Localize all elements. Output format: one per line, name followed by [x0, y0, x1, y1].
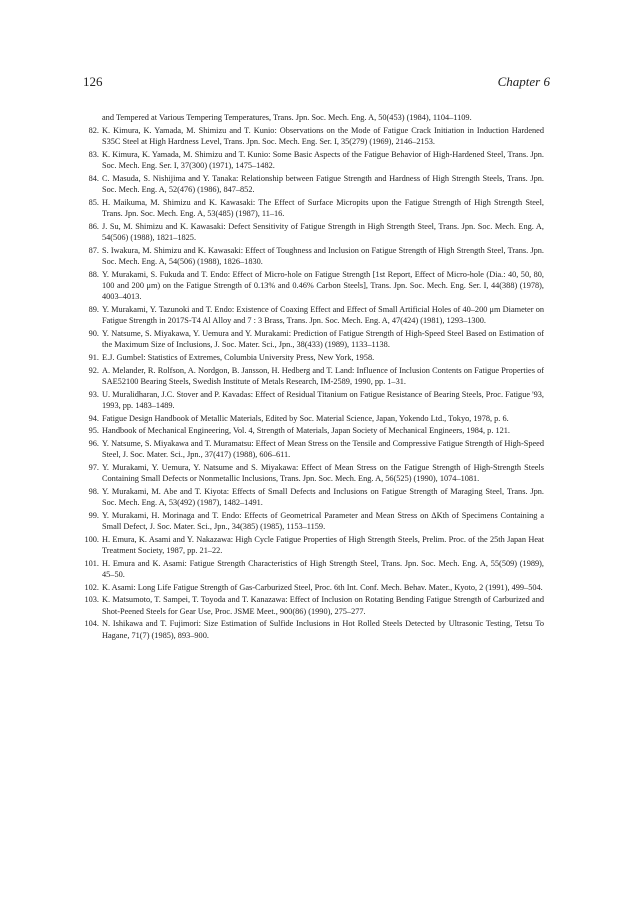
- reference-text: Y. Murakami, M. Abe and T. Kiyota: Effects of Small Defects and Inclusions on Fatigue Strength of Maraging Steel, Trans. Jpn. Soc. Mech. Eng. A, 53(492) (1987), 1482–1491.: [102, 486, 544, 508]
- reference-text: N. Ishikawa and T. Fujimori: Size Estimation of Sulfide Inclusions in Hot Rolled Steels Detected by Ultrasonic Testing, Tetsu To Hagane, 71(7) (1985), 893–900.: [102, 619, 544, 640]
- reference-item: [89, 304, 544, 327]
- reference-item: [84, 594, 544, 617]
- reference-text: A. Melander, R. Rolfson, A. Nordgon, B. Jansson, H. Hedberg and T. Land: Influence of Inclusion Contents on Fatigue Properties of SAE52100 Bearing Steels, Swedish Institute of Metals Research, IM-2589, 1990, pp. 1–31.: [102, 365, 544, 386]
- reference-number: 104.: [84, 619, 99, 629]
- reference-text: K. Matsumoto, T. Sampei, T. Toyoda and T. Kanazawa: Effect of Inclusion on Rotating Bending Fatigue Strength of Carburized and Shot-Peened Steels for Gear Use, Proc. JSME Meet., 900(86) (1990), 275–277.: [102, 595, 544, 616]
- reference-text: Y. Murakami, S. Fukuda and T. Endo: Effect of Micro-hole on Fatigue Strength [1st Report, Effect of Micro-hole (Dia.: 40, 50, 80, 100 and 200 μm) on the Fatigue Strength of 0.13% and 0.46% Carbon Steels], Trans. Jpn. Soc. Mech. Eng. Ser. I, 44(388) (1978), 4003–4013.: [102, 269, 544, 302]
- reference-number: 87.: [88, 245, 99, 255]
- reference-number: 82.: [88, 125, 99, 135]
- reference-number: 85.: [88, 197, 99, 207]
- reference-number: 90.: [88, 329, 99, 338]
- reference-text: Y. Murakami, Y. Uemura, Y. Natsume and S. Miyakawa: Effect of Mean Stress on the Fatigue Strength of High-Strength Steels Containing Small Defects or Nonmetallic Inclusions, Trans. Jpn. Soc. Mech. Eng. A, 56(525) (1990), 1074–1081.: [102, 462, 544, 484]
- reference-number: 103.: [84, 595, 99, 605]
- reference-item: [89, 413, 544, 424]
- reference-number: 100.: [84, 534, 99, 544]
- reference-item: [84, 558, 544, 581]
- reference-number: 92.: [88, 365, 99, 375]
- reference-number: 86.: [88, 221, 99, 231]
- reference-text: Y. Natsume, S. Miyakawa and T. Muramatsu: Effect of Mean Stress on the Tensile and Compressive Fatigue Strength of High-Speed Steel, J. Soc. Mater. Sci., Jpn., 37(417) (1988), 606–611.: [102, 438, 544, 460]
- reference-number: 89.: [88, 305, 99, 314]
- page-number: 126: [83, 74, 103, 89]
- reference-item: [84, 534, 544, 557]
- reference-text: E.J. Gumbel: Statistics of Extremes, Columbia University Press, New York, 1958.: [102, 353, 375, 362]
- reference-number: 94.: [88, 413, 99, 423]
- reference-number: 102.: [84, 582, 99, 592]
- reference-item: [84, 618, 544, 641]
- reference-text: H. Emura, K. Asami and Y. Nakazawa: High Cycle Fatigue Properties of High Strength Steels, Prelim. Proc. of the 25th Japan Heat Treatment Society, 1987, pp. 21–22.: [102, 534, 544, 556]
- reference-item: [89, 462, 544, 485]
- page-header: [83, 74, 550, 92]
- reference-number: 98.: [88, 486, 99, 496]
- reference-text: H. Maikuma, M. Shimizu and K. Kawasaki: The Effect of Surface Micropits upon the Fatigue Strength of High Strength Steel, Trans. Jpn. Soc. Mech. Eng. A, 53(485) (1987), 11–16.: [102, 197, 544, 218]
- reference-text: K. Kimura, K. Yamada, M. Shimizu and T. Kunio: Some Basic Aspects of the Fatigue Behavior of High-Hardened Steel, Trans. Jpn. Soc. Mech. Eng. Ser. I, 37(300) (1971), 1475–1482.: [102, 149, 544, 170]
- reference-number: 84.: [88, 173, 99, 183]
- reference-item: [89, 221, 544, 244]
- reference-number: 93.: [88, 389, 99, 399]
- reference-number: 88.: [88, 269, 99, 279]
- reference-text: Fatigue Design Handbook of Metallic Materials, Edited by Soc. Material Science, Japan, Yokendo Ltd., Tokyo, 1978, p. 6.: [102, 413, 509, 423]
- reference-item: [89, 245, 544, 268]
- reference-item: [89, 328, 544, 351]
- reference-number: 96.: [88, 438, 99, 448]
- reference-item: [89, 389, 544, 412]
- reference-number: 99.: [88, 510, 99, 520]
- reference-item: [89, 197, 544, 220]
- reference-text: H. Emura and K. Asami: Fatigue Strength Characteristics of High Strength Steel, Trans. Jpn. Soc. Mech. Eng. A, 55(509) (1989), 45–50.: [102, 558, 544, 580]
- reference-item: [89, 269, 544, 303]
- reference-number: 101.: [84, 558, 99, 568]
- reference-text: K. Kimura, K. Yamada, M. Shimizu and T. Kunio: Observations on the Mode of Fatigue Crack Initiation in Induction Hardened S35C Steel at High Hardness Level, Trans. Jpn. Soc. Mech. Eng. Ser. I, 35(279) (1969), 2146–2153.: [102, 125, 544, 146]
- reference-item: [89, 425, 544, 436]
- reference-number: 97.: [88, 462, 99, 472]
- reference-item: [89, 173, 544, 196]
- reference-number: 95.: [88, 426, 99, 436]
- reference-text: J. Su, M. Shimizu and K. Kawasaki: Defect Sensitivity of Fatigue Strength in High Strength Steel, Trans. Jpn. Soc. Mech. Eng. A, 54(506) (1988), 1821–1825.: [102, 221, 544, 242]
- reference-item: [89, 149, 544, 172]
- reference-item: [89, 365, 544, 388]
- chapter-title: Chapter 6: [497, 74, 550, 89]
- reference-text: Y. Natsume, S. Miyakawa, Y. Uemura and Y. Murakami: Prediction of Fatigue Strength of High-Speed Steel Based on Estimation of the Maximum Size of Inclusions, J. Soc. Mater. Sci., Jpn., 38(433) (1989), 1133–1138.: [102, 329, 544, 350]
- reference-item: [89, 352, 544, 363]
- reference-item: [89, 125, 544, 148]
- reference-list: [84, 112, 544, 642]
- reference-text: Y. Murakami, Y. Tazunoki and T. Endo: Existence of Coaxing Effect and Effect of Small Artificial Holes of 40–200 μm Diameter on Fatigue Strength in 2017S-T4 Al Alloy and 7 : 3 Brass, Trans. Jpn. Soc. Mech. Eng. A, 47(424) (1981), 1293–1300.: [102, 305, 544, 326]
- reference-number: 83.: [88, 149, 99, 159]
- reference-text: S. Iwakura, M. Shimizu and K. Kawasaki: Effect of Toughness and Inclusion on Fatigue Strength of High Strength Steel, Trans. Jpn. Soc. Mech. Eng. A, 54(506) (1988), 1826–1830.: [102, 245, 544, 266]
- reference-text: K. Asami: Long Life Fatigue Strength of Gas-Carburized Steel, Proc. 6th Int. Conf. Mech. Behav. Mater., Kyoto, 2 (1991), 499–504.: [102, 582, 543, 592]
- reference-text: Y. Murakami, H. Morinaga and T. Endo: Effects of Geometrical Parameter and Mean Stress on ΔKth of Specimens Containing a Small Defect, J. Soc. Mater. Sci., Jpn., 34(385) (1985), 1153–1159.: [102, 510, 544, 532]
- reference-item: [89, 510, 544, 533]
- reference-item: [89, 486, 544, 509]
- reference-item: [84, 582, 544, 593]
- reference-item: [89, 438, 544, 461]
- reference-text: U. Muralidharan, J.C. Stover and P. Kavadas: Effect of Residual Titanium on Fatigue Resistance of Bearing Steels, Proc. Fatigue '93, 1993, pp. 1483–1489.: [102, 389, 544, 410]
- reference-text: C. Masuda, S. Nishijima and Y. Tanaka: Relationship between Fatigue Strength and Hardness of High Strength Steels, Trans. Jpn. Soc. Mech. Eng. A, 52(476) (1986), 847–852.: [102, 173, 544, 194]
- reference-text: Handbook of Mechanical Engineering, Vol. 4, Strength of Materials, Japan Society of Mechanical Engineers, 1984, p. 121.: [102, 426, 510, 436]
- reference-continuation: and Tempered at Various Tempering Temperatures, Trans. Jpn. Soc. Mech. Eng. A, 50(453) (1984), 1104–1109.: [102, 113, 472, 122]
- reference-number: 91.: [88, 353, 99, 362]
